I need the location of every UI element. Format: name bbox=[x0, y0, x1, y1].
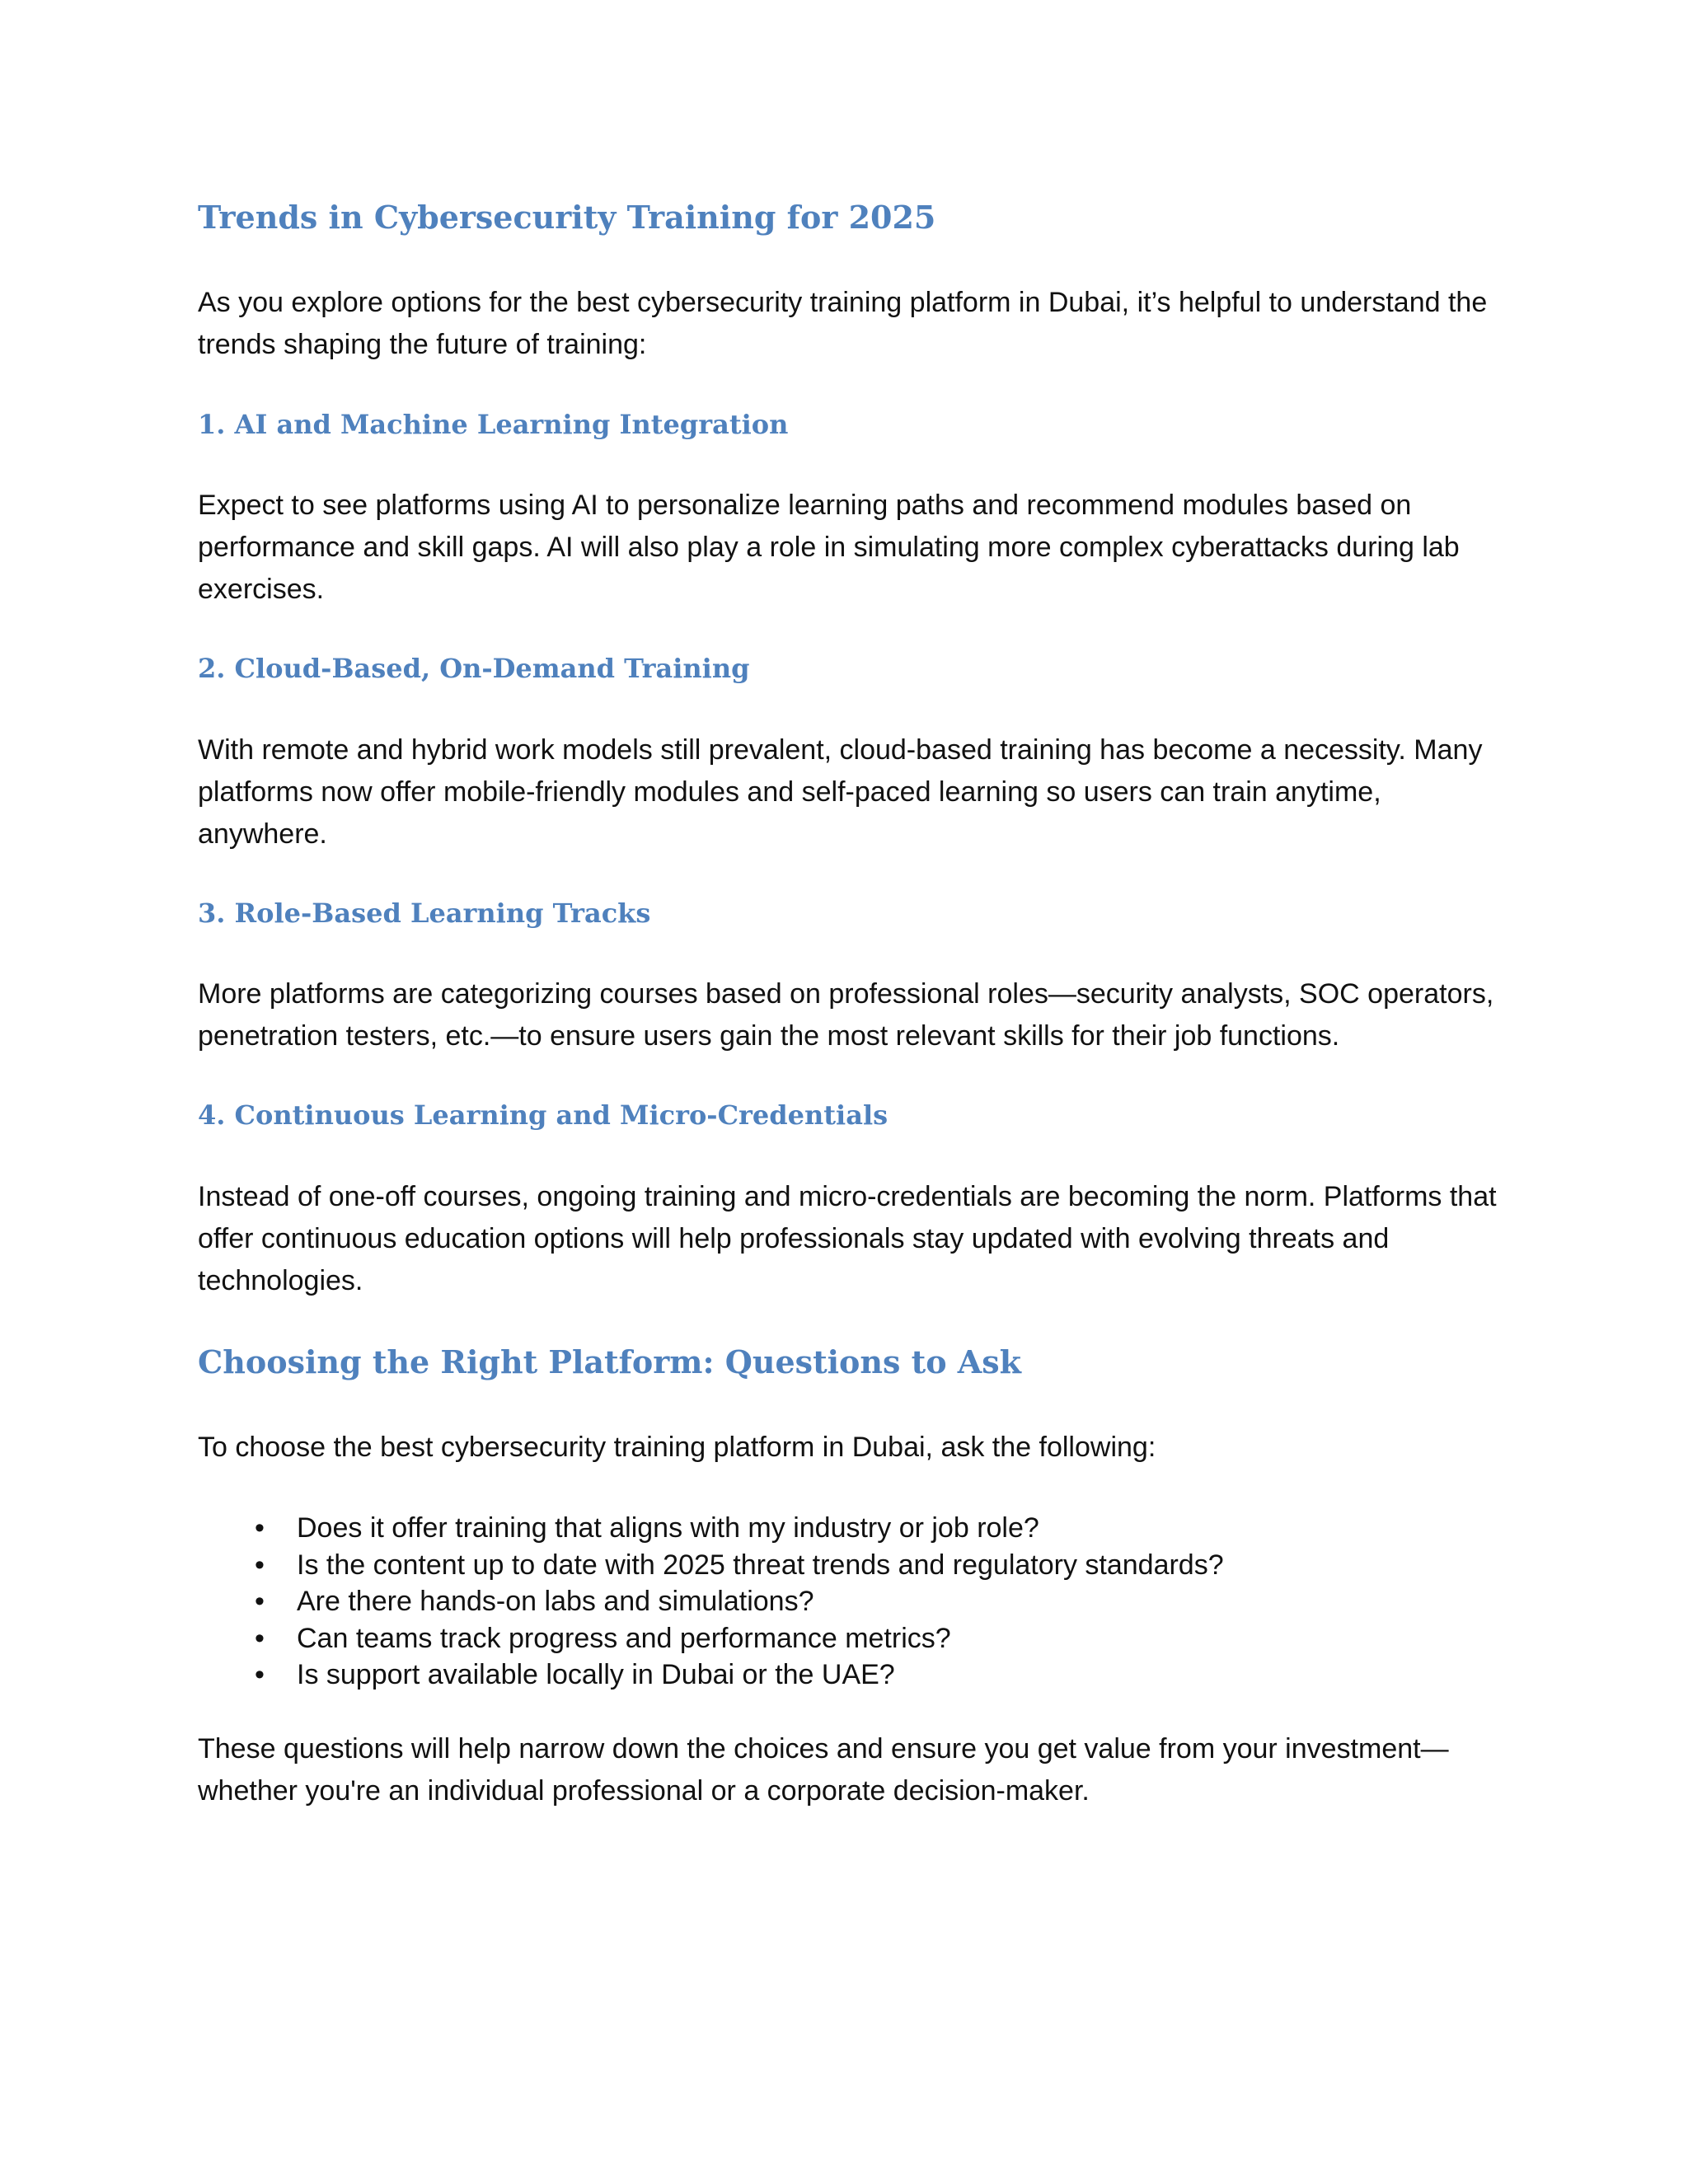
page-title: Trends in Cybersecurity Training for 2025 bbox=[198, 199, 936, 236]
bullet-icon: • bbox=[255, 1549, 265, 1581]
bullet-icon: • bbox=[255, 1586, 265, 1617]
trend-4-heading: 4. Continuous Learning and Micro-Credentials bbox=[198, 1099, 889, 1131]
list-item bbox=[198, 1620, 1500, 1657]
questions-list bbox=[198, 1510, 1500, 1694]
list-item-text: Is the content up to date with 2025 threat trends and regulatory standards? bbox=[297, 1549, 1224, 1581]
trend-2-body: With remote and hybrid work models still prevalent, cloud-based training has become a necessity. Many platforms now offer mobile-friendly modules and self-paced learning so users can train anytime, anywhere. bbox=[198, 734, 1483, 850]
intro-paragraph: As you explore options for the best cybersecurity training platform in Dubai, it’s helpful to understand the trends shaping the future of training: bbox=[198, 287, 1488, 360]
trend-3-body: More platforms are categorizing courses based on professional roles—security analysts, SOC operators, penetration testers, etc.—to ensure users gain the most relevant skills for their job functions. bbox=[198, 978, 1494, 1052]
bullet-icon: • bbox=[255, 1512, 265, 1544]
trend-1-heading: 1. AI and Machine Learning Integration bbox=[198, 409, 789, 440]
bullet-icon: • bbox=[255, 1622, 265, 1654]
trend-4-body: Instead of one-off courses, ongoing training and micro-credentials are becoming the norm. Platforms that offer continuous education options will help professionals stay updated with evolving threats and technologies. bbox=[198, 1181, 1497, 1296]
bullet-icon: • bbox=[255, 1659, 265, 1690]
list-item-text: Are there hands-on labs and simulations? bbox=[297, 1586, 814, 1617]
closing-paragraph: These questions will help narrow down the choices and ensure you get value from your investment—whether you're an individual professional or a corporate decision-maker. bbox=[198, 1733, 1449, 1807]
list-item bbox=[198, 1510, 1500, 1547]
trend-2-heading: 2. Cloud-Based, On-Demand Training bbox=[198, 653, 750, 684]
trend-3-heading: 3. Role-Based Learning Tracks bbox=[198, 898, 651, 929]
list-item-text: Does it offer training that aligns with my industry or job role? bbox=[297, 1512, 1039, 1544]
section-2-heading: Choosing the Right Platform: Questions to Ask bbox=[198, 1343, 1021, 1380]
list-item bbox=[198, 1547, 1500, 1584]
list-item bbox=[198, 1657, 1500, 1694]
list-item-text: Is support available locally in Dubai or the UAE? bbox=[297, 1659, 895, 1690]
section-2-intro: To choose the best cybersecurity training platform in Dubai, ask the following: bbox=[198, 1432, 1156, 1463]
list-item bbox=[198, 1583, 1500, 1620]
trend-1-body: Expect to see platforms using AI to personalize learning paths and recommend modules based on performance and skill gaps. AI will also play a role in simulating more complex cyberattacks during lab exercises. bbox=[198, 490, 1460, 605]
list-item-text: Can teams track progress and performance metrics? bbox=[297, 1622, 951, 1654]
